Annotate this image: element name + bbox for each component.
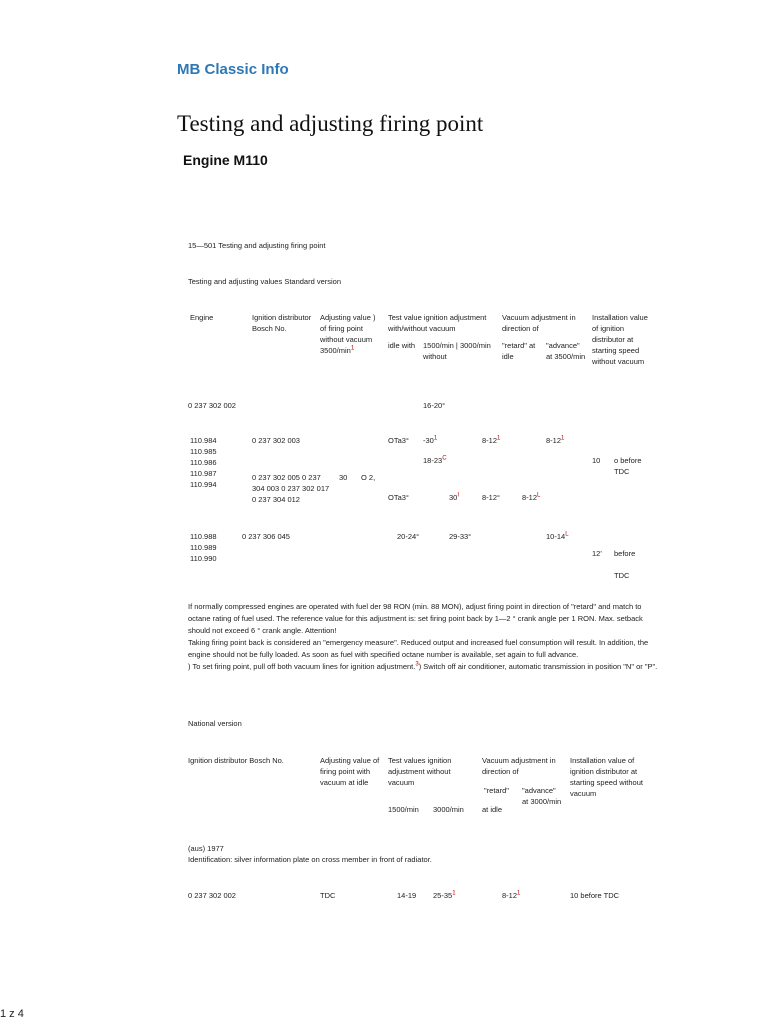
cell-test-value-idle: 20-24° [397,532,420,541]
cell-value: 8-12 [546,436,562,445]
cell-advance [546,435,564,446]
national-header-at-idle: at idle [482,805,503,814]
header-retard: "retard" at idle [502,341,536,361]
cell-test-value [423,435,437,446]
cell-test-value: 29-33° [449,532,472,541]
cell-installation-text: o before TDC [614,456,642,476]
identification-text: Identification: silver information plate on cross member in front of radiator. [188,855,432,864]
cell-installation-value: 10 [592,456,601,465]
national-header-installation: Installation value of ignition distributor at starting speed without vacuum [570,756,643,798]
cell-advance [546,531,569,542]
header-1500-3000: 1500/min | 3000/min without [423,341,491,361]
site-name[interactable]: MB Classic Info [177,61,289,78]
cell-retard [482,435,500,446]
national-header-test-values: Test values ignition adjustment without vacuum [388,756,452,787]
notes-paragraph [188,601,658,673]
national-header-1500: 1500/min [388,805,419,814]
national-header-advance: "advance" at 3000/min [522,786,562,806]
national-cell-adjusting: TDC [320,891,336,900]
national-header-distributor: Ignition distributor Bosch No. [188,756,284,765]
footnote-mark: L [537,492,541,499]
national-header-vacuum: Vacuum adjustment in direction of [482,756,556,776]
national-cell-retard [502,890,520,901]
national-header-3000: 3000/min [433,805,464,814]
note-footnotes [188,661,658,673]
cell-distributor: 0 237 302 002 [188,401,236,410]
header-advance: "advance" at 3500/min [546,341,586,361]
cell-distributor-list: 0 237 302 005 0 237 304 003 0 237 302 017 0 237 304 012 [252,473,330,504]
cell-value: 25-35 [433,891,453,900]
cell-value: 8-12 [482,436,498,445]
note-octane: If normally compressed engines are operated with fuel der 98 RON (min. 88 MON), adjust firing point in direction of "retard" and match to octane rating of fuel used. The reference value for this adjustment is: set firing point back by 1—2 ° crank angle per 1 RON. Max. setback should not exceed 6 ° crank angle. Attention! [188,602,643,635]
header-adjusting-value-text: Adjusting value ) of firing point without vacuum 3500/min [320,313,376,355]
national-header-adjusting-value: Adjusting value of firing point with vacuum at idle [320,756,380,787]
header-installation-value: Installation value of ignition distributor at starting speed without vacuum [592,313,648,366]
cell-value: 30 [449,493,458,502]
section-subheading: Testing and adjusting values Standard version [188,277,342,286]
footnote-mark: 1 [350,345,355,352]
cell-distributor: 0 237 306 045 [242,532,290,541]
cell-value: 18-23 [423,456,443,465]
header-adjusting-value [320,312,382,356]
footnote-mark: I [457,492,460,499]
footnote-mark: 3 [415,661,419,668]
section-heading: 15—501 Testing and adjusting firing point [188,241,326,250]
cell-value: 8-12 [502,891,518,900]
cell-installation-value: 12' [592,549,602,558]
header-engine: Engine [190,313,214,322]
cell-installation-text: before TDC [614,549,636,580]
footnote-mark: 1 [517,890,521,897]
national-version-heading: National version [188,719,242,728]
cell-value: 10-14 [546,532,566,541]
cell-engine-list: 110.988 110.989 110.990 [190,532,217,563]
cell-adjusting-value: 30 [339,473,348,482]
cell-idle: OTa3° [388,436,409,445]
footnote-mark: 1 [497,435,501,442]
footnote-mark: C [442,455,447,462]
header-idle-with: idle with [388,341,416,350]
national-header-retard: "retard" [484,786,509,795]
page-number: 1 z 4 [0,1008,24,1020]
note-footnote-1: ) To set firing point, pull off both vacuum lines for ignition adjustment. [188,662,416,671]
cell-value: 8-12 [522,493,538,502]
national-cell-installation: 10 before TDC [570,891,620,900]
national-cell-distributor: 0 237 302 002 [188,891,236,900]
footnote-mark: 1 [452,890,456,897]
identification-year: (aus) 1977 [188,844,224,853]
note-footnote-2: ) Switch off air conditioner, automatic transmission in position "N" or "P". [418,662,658,671]
engine-heading: Engine M110 [183,152,268,168]
footnote-mark: 1 [561,435,565,442]
footnote-mark: L [565,531,569,538]
page-title: Testing and adjusting firing point [177,111,484,136]
header-vacuum-adjustment: Vacuum adjustment in direction of [502,313,576,333]
national-cell-3000 [433,890,456,901]
note-emergency: Taking firing point back is considered an "emergency measure". Reduced output and increased fuel consumption will result. In addition, the engine should not be fully loaded. As soon as fuel with specified octane number is available, set again to full advance. [188,638,649,659]
cell-value: -30 [423,436,434,445]
national-cell-1500: 14-19 [397,891,417,900]
header-test-value: Test value ignition adjustment with/without vacuum [388,313,487,333]
cell-test-value: 16-20° [423,401,446,410]
footnote-mark: 1 [433,435,438,442]
cell-engine-list: 110.984 110.985 110.986 110.987 110.994 [190,436,217,489]
cell-retard: 8-12° [482,493,501,502]
cell-idle: OTa3° [388,493,409,502]
cell-test-value [449,492,459,503]
cell-adjusting-extra: O 2, [361,473,376,482]
cell-test-value [423,455,447,466]
cell-advance [522,492,540,503]
header-distributor: Ignition distributor Bosch No. [252,313,312,333]
cell-distributor: 0 237 302 003 [252,436,300,445]
